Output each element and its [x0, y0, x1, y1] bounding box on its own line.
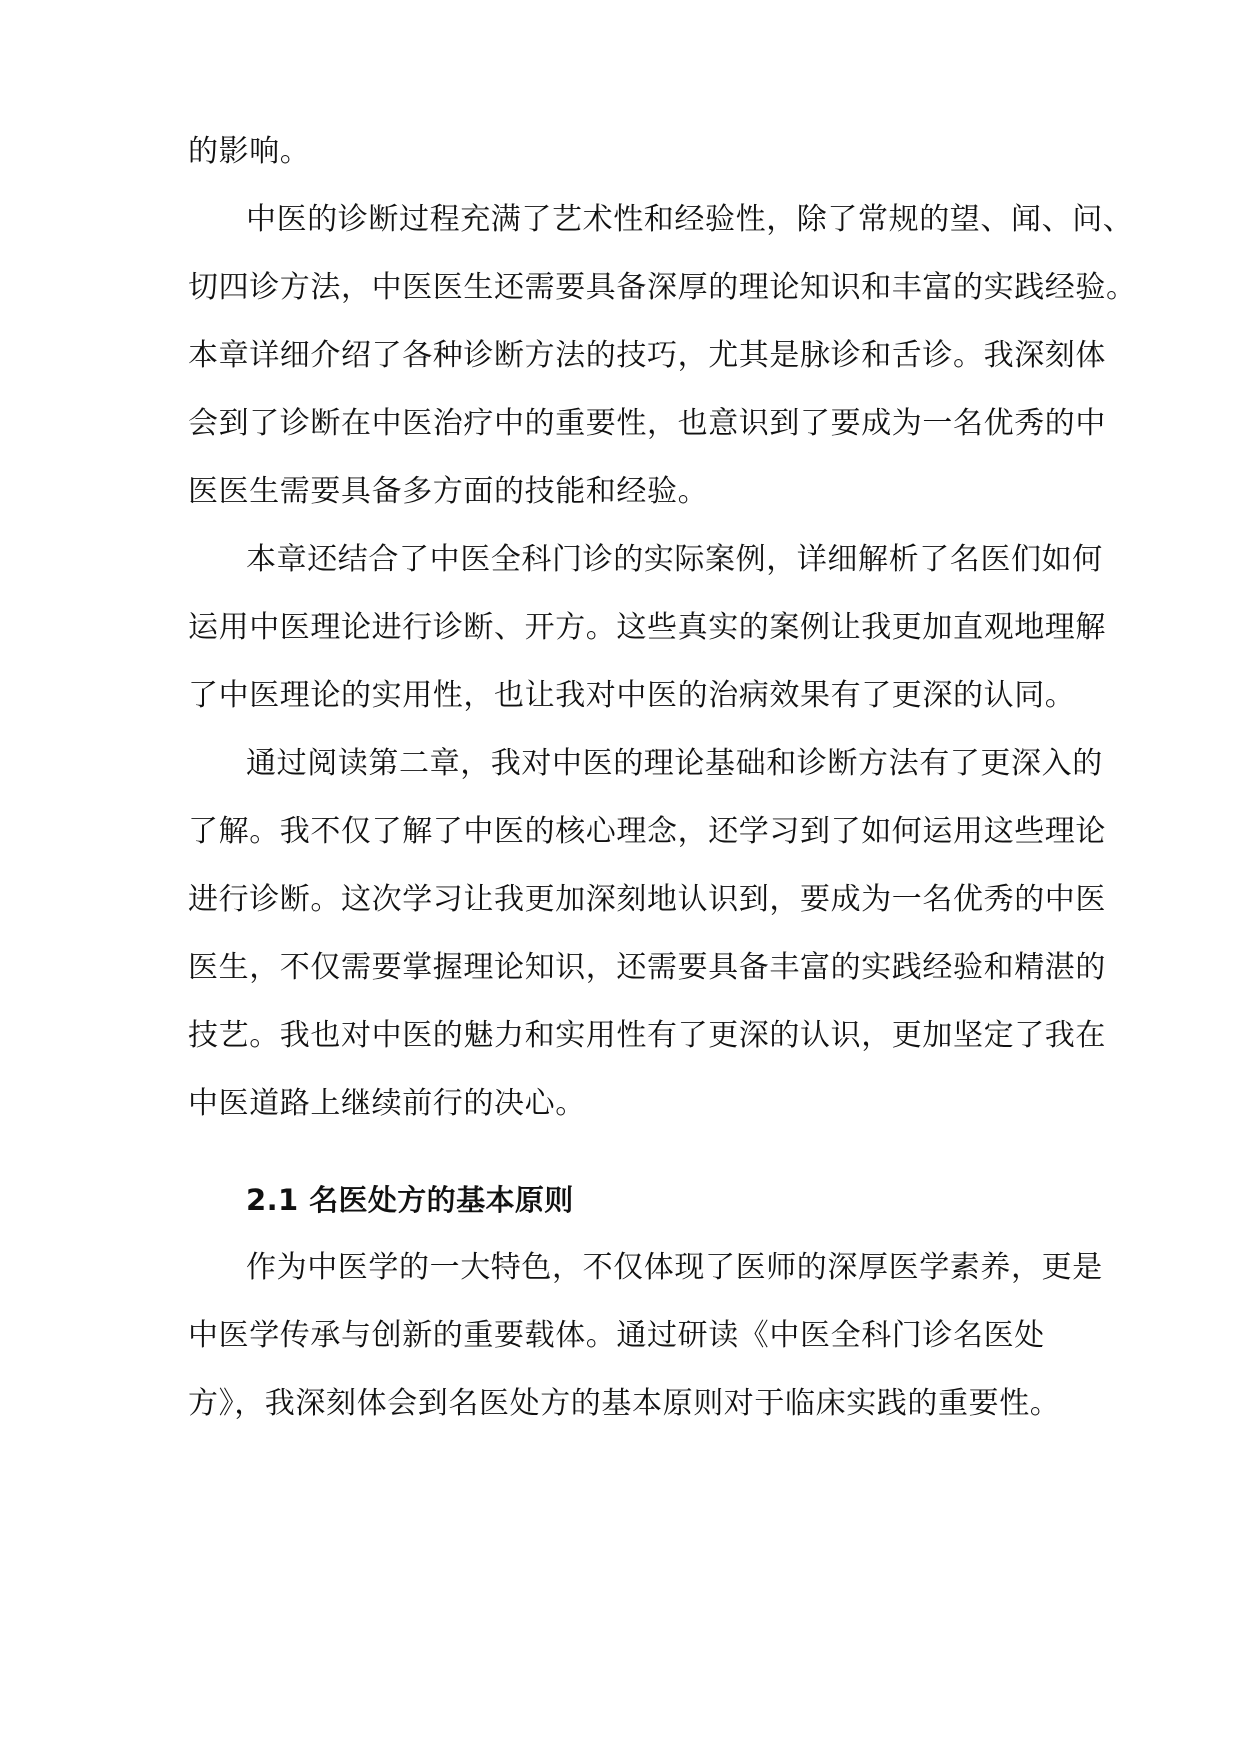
paragraph-line: 中医的诊断过程充满了艺术性和经验性，除了常规的望、闻、问、	[246, 202, 1134, 237]
paragraph-line: 作为中医学的一大特色，不仅体现了医师的深厚医学素养，更是	[246, 1250, 1103, 1285]
fragment-line: 的影响。	[188, 134, 311, 169]
paragraph-line: 了解。我不仅了解了中医的核心理念，还学习到了如何运用这些理论	[188, 814, 1106, 849]
paragraph-line: 切四诊方法，中医医生还需要具备深厚的理论知识和丰富的实践经验。	[188, 270, 1137, 305]
section-heading: 2.1 名医处方的基本原则	[246, 1183, 574, 1217]
paragraph-line: 会到了诊断在中医治疗中的重要性，也意识到了要成为一名优秀的中	[188, 406, 1106, 441]
paragraph-line: 医生，不仅需要掌握理论知识，还需要具备丰富的实践经验和精湛的	[188, 950, 1106, 985]
paragraph-line: 进行诊断。这次学习让我更加深刻地认识到，要成为一名优秀的中医	[188, 882, 1106, 917]
paragraph-line: 中医道路上继续前行的决心。	[188, 1086, 586, 1121]
paragraph-line: 本章详细介绍了各种诊断方法的技巧，尤其是脉诊和舌诊。我深刻体	[188, 338, 1106, 373]
paragraph-line: 通过阅读第二章，我对中医的理论基础和诊断方法有了更深入的	[246, 746, 1103, 781]
paragraph-line: 本章还结合了中医全科门诊的实际案例，详细解析了名医们如何	[246, 542, 1103, 577]
paragraph-line: 运用中医理论进行诊断、开方。这些真实的案例让我更加直观地理解	[188, 610, 1106, 645]
paragraph-line: 医医生需要具备多方面的技能和经验。	[188, 474, 709, 509]
paragraph-line: 了中医理论的实用性，也让我对中医的治病效果有了更深的认同。	[188, 678, 1076, 713]
paragraph-line: 技艺。我也对中医的魅力和实用性有了更深的认识，更加坚定了我在	[188, 1018, 1106, 1053]
paragraph-line: 方》，我深刻体会到名医处方的基本原则对于临床实践的重要性。	[188, 1386, 1061, 1421]
paragraph-line: 中医学传承与创新的重要载体。通过研读《中医全科门诊名医处	[188, 1318, 1045, 1353]
